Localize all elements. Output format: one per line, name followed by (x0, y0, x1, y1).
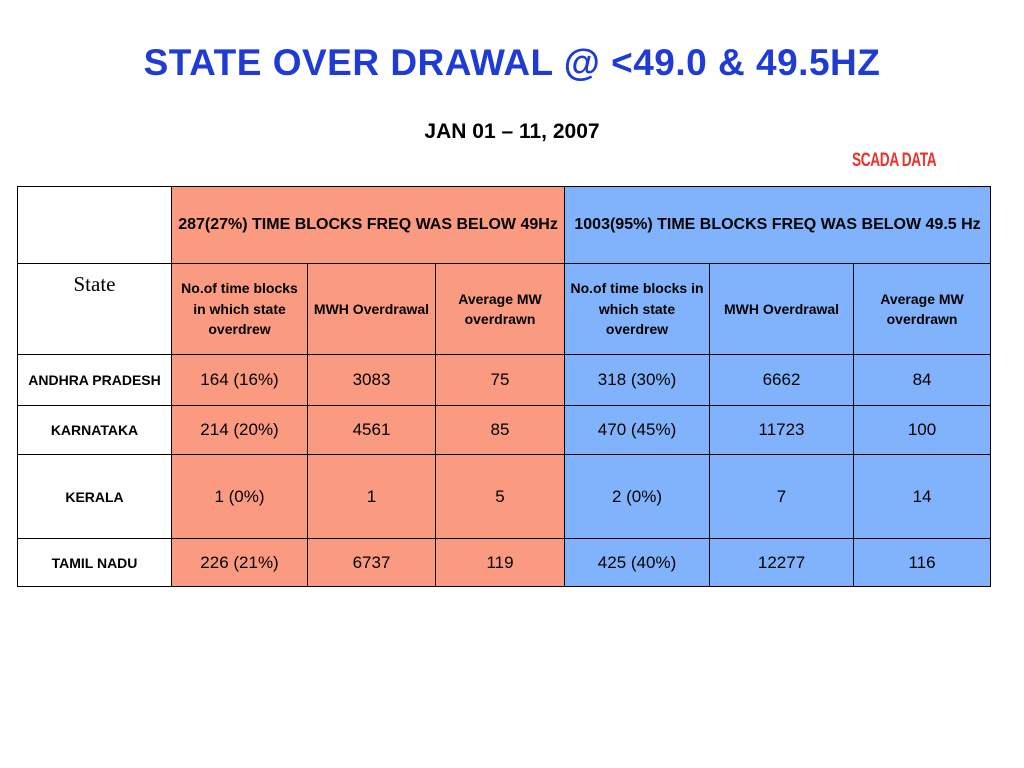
table-cell: 1 (0%) (172, 455, 308, 539)
state-name: KERALA (18, 455, 172, 539)
table-cell: 119 (436, 539, 565, 587)
table-cell: 2 (0%) (565, 455, 710, 539)
state-column-header: State (18, 264, 172, 355)
subheader-mwh-49: MWH Overdrawal (308, 264, 436, 355)
table-cell: 11723 (710, 406, 854, 455)
table-cell: 470 (45%) (565, 406, 710, 455)
table-cell: 226 (21%) (172, 539, 308, 587)
table-row (18, 355, 991, 406)
state-name: TAMIL NADU (18, 539, 172, 587)
table-cell: 116 (854, 539, 991, 587)
state-name: KARNATAKA (18, 406, 172, 455)
table-cell: 12277 (710, 539, 854, 587)
table-cell: 14 (854, 455, 991, 539)
table-cell: 7 (710, 455, 854, 539)
subheader-mwh-49-5: MWH Overdrawal (710, 264, 854, 355)
table-cell: 164 (16%) (172, 355, 308, 406)
table-cell: 1 (308, 455, 436, 539)
group-header-below-49-5hz: 1003(95%) TIME BLOCKS FREQ WAS BELOW 49.5 Hz (565, 187, 991, 264)
table-row (18, 539, 991, 587)
subheader-avg-mw-49-5: Average MW overdrawn (854, 264, 991, 355)
corner-cell (18, 187, 172, 264)
subheader-time-blocks-49-5: No.of time blocks in which state overdrew (565, 264, 710, 355)
table-row (18, 406, 991, 455)
group-header-below-49hz: 287(27%) TIME BLOCKS FREQ WAS BELOW 49Hz (172, 187, 565, 264)
table-cell: 4561 (308, 406, 436, 455)
table-cell: 100 (854, 406, 991, 455)
table-row (18, 455, 991, 539)
subheader-avg-mw-49: Average MW overdrawn (436, 264, 565, 355)
table-cell: 84 (854, 355, 991, 406)
table-cell: 425 (40%) (565, 539, 710, 587)
table-cell: 5 (436, 455, 565, 539)
date-range-subtitle: JAN 01 – 11, 2007 (424, 120, 600, 143)
page-title: STATE OVER DRAWAL @ <49.0 & 49.5HZ (143, 42, 881, 83)
subheader-time-blocks-49: No.of time blocks in which state overdrew (172, 264, 308, 355)
table-cell: 214 (20%) (172, 406, 308, 455)
table-cell: 318 (30%) (565, 355, 710, 406)
table-cell: 75 (436, 355, 565, 406)
table-cell: 6662 (710, 355, 854, 406)
scada-data-badge: SCADA DATA (852, 150, 937, 171)
table-cell: 3083 (308, 355, 436, 406)
state-name: ANDHRA PRADESH (18, 355, 172, 406)
table-cell: 6737 (308, 539, 436, 587)
overdrawal-table (17, 186, 991, 587)
table-cell: 85 (436, 406, 565, 455)
